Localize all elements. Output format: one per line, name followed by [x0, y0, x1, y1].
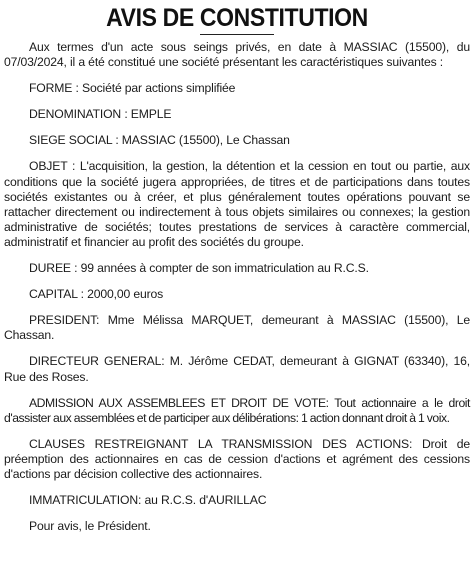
siege-paragraph: SIEGE SOCIAL : MASSIAC (15500), Le Chassan — [29, 133, 290, 148]
title-divider — [200, 34, 274, 35]
closing-paragraph: Pour avis, le Président. — [29, 519, 151, 534]
directeur-paragraph: DIRECTEUR GENERAL: M. Jérôme CEDAT, demeurant à GIGNAT (63340), 16, Rue des Roses. — [4, 354, 470, 384]
clauses-paragraph: CLAUSES RESTREIGNANT LA TRANSMISSION DES ACTIONS: Droit de préemption des actionnaires en cas de cession d'actions et agrément des cessions d'actions par décision collective des actionnaires. — [4, 436, 470, 481]
duree-paragraph: DUREE : 99 années à compter de son immatriculation au R.C.S. — [29, 261, 369, 276]
intro-paragraph: Aux termes d'un acte sous seings privés, en date à MASSIAC (15500), du 07/03/2024, il a été constitué une société présentant les caractéristiques suivantes : — [4, 40, 470, 70]
immatriculation-paragraph: IMMATRICULATION: au R.C.S. d'AURILLAC — [29, 493, 267, 508]
admission-paragraph: ADMISSION AUX ASSEMBLEES ET DROIT DE VOTE: Tout actionnaire a le droit d'assister aux assemblées et de participer aux délibérations: 1 action donnant droit à 1 voix. — [4, 395, 470, 425]
objet-paragraph: OBJET : L'acquisition, la gestion, la détention et la cession en tout ou partie, aux conditions que la société jugera appropriées, de titres et de participations dans toutes sociétés existantes ou à créer, et plus généralement toutes opérations pouvant se rattacher directement ou indirectement à tous objets similaires ou connexes; la gestion administrative de sociétés; toutes prestations de services à caractère commercial, administratif et financier au profit des sociétés du groupe. — [4, 159, 470, 249]
president-paragraph: PRESIDENT: Mme Mélissa MARQUET, demeurant à MASSIAC (15500), Le Chassan. — [4, 313, 470, 343]
denomination-paragraph: DENOMINATION : EMPLE — [29, 107, 172, 122]
forme-paragraph: FORME : Société par actions simplifiée — [29, 81, 236, 96]
capital-paragraph: CAPITAL : 2000,00 euros — [29, 287, 164, 302]
notice-title: AVIS DE CONSTITUTION — [106, 4, 368, 32]
